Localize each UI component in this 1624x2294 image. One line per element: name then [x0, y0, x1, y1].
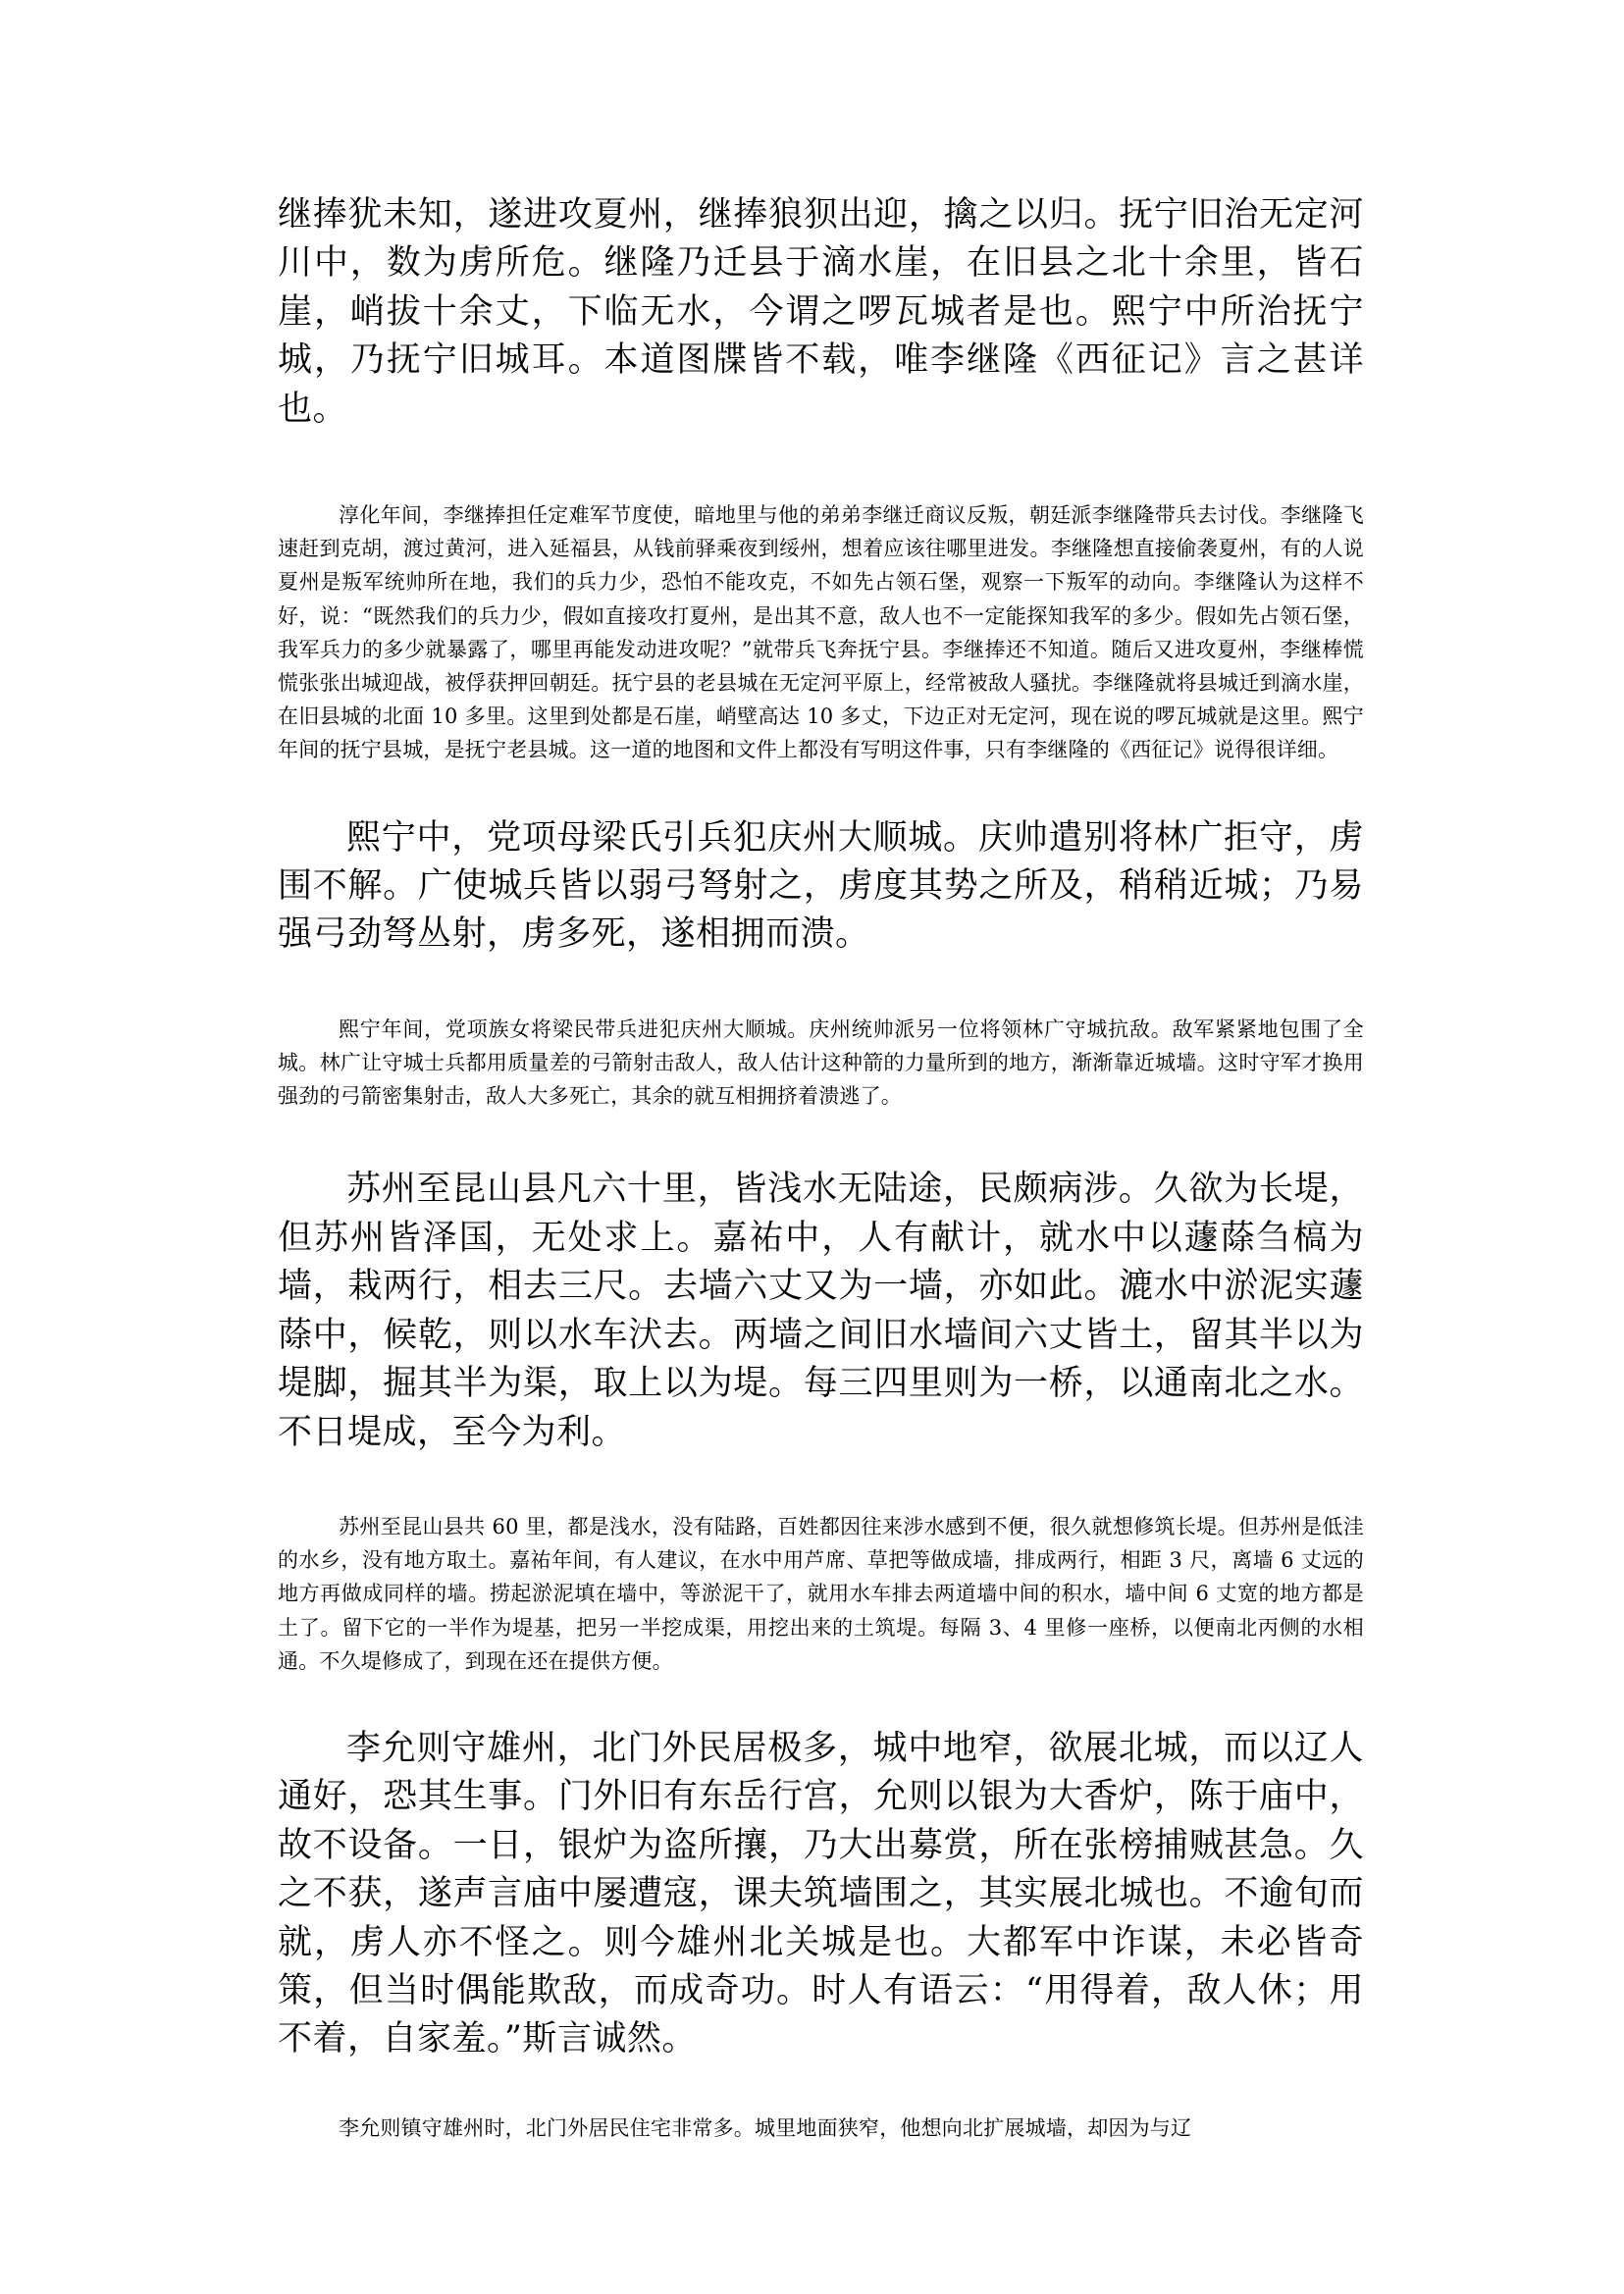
- translation-paragraph: 熙宁年间，党项族女将梁民带兵进犯庆州大顺城。庆州统帅派另一位将领林广守城抗敌。敌军紧紧地包围了全城。林广让守城士兵都用质量差的弓箭射击敌人，敌人估计这种箭的力量所到的地方，渐渐靠近城墙。这时守军才换用强劲的弓箭密集射击，敌人大多死亡，其余的就互相拥挤着溃逃了。: [278, 1017, 1364, 1109]
- classical-text-paragraph: 苏州至昆山县凡六十里，皆浅水无陆途，民颇病涉。久欲为长堤，但苏州皆泽国，无处求上。嘉祐中，人有献计，就水中以蘧蒢刍槁为墙，栽两行，相去三尺。去墙六丈又为一墙，亦如此。漉水中淤泥实蘧蒢中，候乾，则以水车汱去。两墙之间旧水墙间六丈皆土，留其半以为堤脚，掘其半为渠，取上以为堤。每三四里则为一桥，以通南北之水。不日堤成，至今为利。: [278, 1170, 1364, 1452]
- translation-paragraph: 淳化年间，李继捧担任定难军节度使，暗地里与他的弟弟李继迁商议反叛，朝廷派李继隆带兵去讨伐。李继隆飞速赶到克胡，渡过黄河，进入延福县，从钱前驿乘夜到绥州，想着应该往哪里进发。李继隆想直接偷袭夏州，有的人说夏州是叛军统帅所在地，我们的兵力少，恐怕不能攻克，不如先占领石堡，观察一下叛军的动向。李继隆认为这样不好，说：“既然我们的兵力少，假如直接攻打夏州，是出其不意，敌人也不一定能探知我军的多少。假如先占领石堡，我军兵力的多少就暴露了，哪里再能发动进攻呢？”就带兵飞奔抚宁县。李继捧还不知道。随后又进攻夏州，李继棒慌慌张张出城迎战，被俘获押回朝廷。抚宁县的老县城在无定河平原上，经常被敌人骚扰。李继隆就将县城迁到滴水崖，在旧县城的北面 10 多里。这里到处都是石崖，峭壁高达 10 多丈，下边正对无定河，现在说的啰瓦城就是这里。熙宁年间的抚宁县城，是抚宁老县城。这一道的地图和文件上都没有写明这件事，只有李继隆的《西征记》说得很详细。: [278, 503, 1364, 762]
- translation-paragraph: 李允则镇守雄州时，北门外居民住宅非常多。城里地面狭窄，他想向北扩展城墙，却因为与辽: [339, 2115, 1192, 2140]
- translation-paragraph: 苏州至昆山县共 60 里，都是浅水，没有陆路，百姓都因往来涉水感到不便，很久就想修筑长堤。但苏州是低洼的水乡，没有地方取土。嘉祐年间，有人建议，在水中用芦席、草把等做成墙，排成两行，相距 3 尺，离墙 6 丈远的地方再做成同样的墙。捞起淤泥填在墙中，等淤泥干了，就用水车排去两道墙中间的积水，墙中间 6 丈宽的地方都是土了。留下它的一半作为堤基，把另一半挖成渠，用挖出来的土筑堤。每隔 3、4 里修一座桥，以便南北丙侧的水相通。不久堤修成了，到现在还在提供方便。: [278, 1514, 1364, 1673]
- page-content: [278, 191, 1364, 2145]
- classical-text-paragraph: 继捧犹未知，遂进攻夏州，继捧狼狈出迎，擒之以归。抚宁旧治无定河川中，数为虏所危。继隆乃迁县于滴水崖，在旧县之北十余里，皆石崖，峭拔十余丈，下临无水，今谓之啰瓦城者是也。熙宁中所治抚宁城，乃抚宁旧城耳。本道图牒皆不载，唯李继隆《西征记》言之甚详也。: [278, 195, 1364, 429]
- classical-text-paragraph: 熙宁中，党项母梁氏引兵犯庆州大顺城。庆帅遣别将林广拒守，虏围不解。广使城兵皆以弱弓弩射之，虏度其势之所及，稍稍近城；乃易强弓劲弩丛射，虏多死，遂相拥而溃。: [278, 817, 1364, 955]
- classical-text-paragraph: 李允则守雄州，北门外民居极多，城中地窄，欲展北城，而以辽人通好，恐其生事。门外旧有东岳行宫，允则以银为大香炉，陈于庙中，故不设备。一日，银炉为盗所攘，乃大出募赏，所在张榜捕贼甚急。久之不获，遂声言庙中屡遭寇，课夫筑墙围之，其实展北城也。不逾旬而就，虏人亦不怪之。则今雄州北关城是也。大都军中诈谋，未必皆奇策，但当时偶能欺敌，而成奇功。时人有语云：“用得着，敌人休；用不着，自家羞。”斯言诚然。: [278, 1728, 1364, 2059]
